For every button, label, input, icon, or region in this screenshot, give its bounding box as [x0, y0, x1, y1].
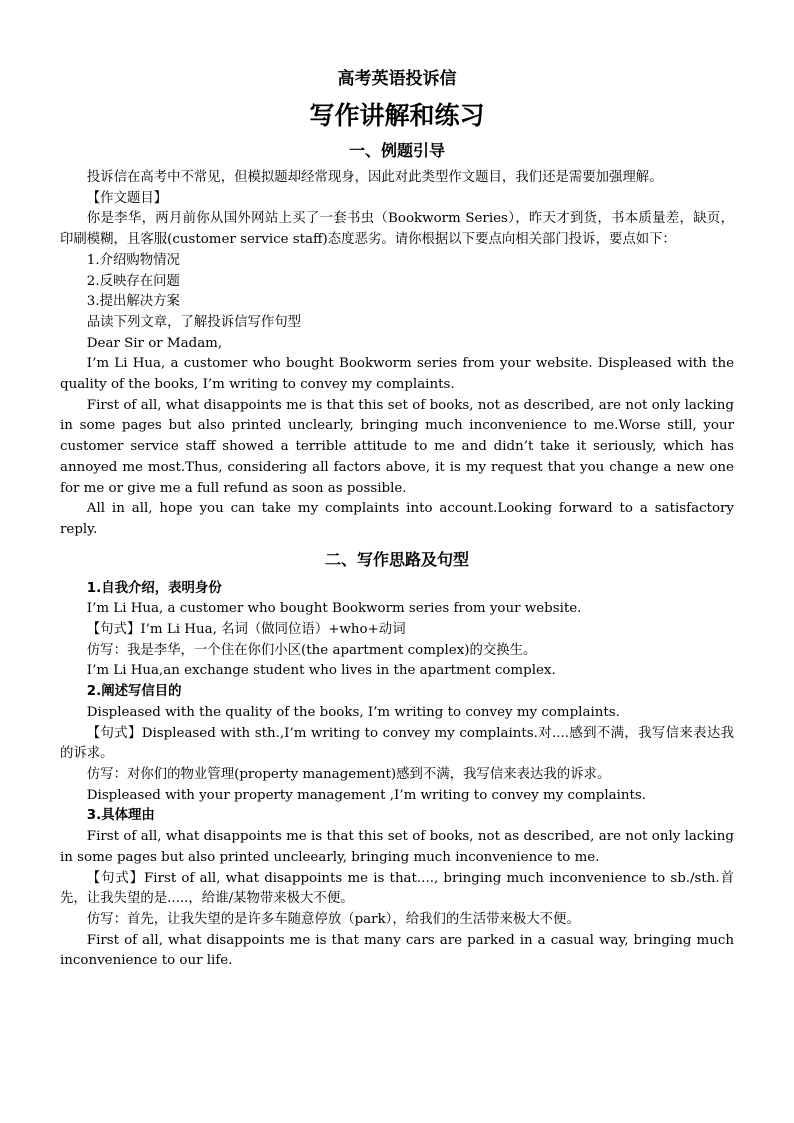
example-line: 【句式】First of all, what disappoints me is that...., bringing much inconvenience to sb./sth.首先，让我失望的是.....，给谁/某物带来极大不便。: [60, 870, 734, 907]
subsection-title: 2.阐述写信目的: [86, 684, 182, 700]
read-prompt: 品读下列文章，了解投诉信写作句型: [86, 314, 302, 330]
section-heading-2: 二、写作思路及句型: [324, 549, 469, 569]
example-line: 仿写：对你们的物业管理(property management)感到不满，我写信来表达我的诉求。: [86, 766, 611, 782]
intro-paragraph: 投诉信在高考中不常见，但模拟题却经常现身，因此对此类型作文题目，我们还是需要加强理解。: [86, 170, 663, 185]
document-subtitle: 写作讲解和练习: [309, 101, 485, 130]
example-line: 仿写：我是李华，一个住在你们小区(the apartment complex)的交换生。: [86, 642, 537, 658]
section-heading-1: 一、例题引导: [348, 141, 445, 160]
example-line: I’m Li Hua, a customer who bought Bookworm series from your website.: [86, 601, 582, 617]
subsection-title: 1.自我介绍，表明身份: [86, 580, 222, 596]
task-point: 3.提出解决方案: [86, 294, 180, 310]
letter-paragraph: First of all, what disappoints me is that this set of books, not as described, are not only lacking in some pages but also printed unclearly, bringing much inconvenience to me.Worse still, your customer service staff showed a terrible attitude to me and didn’t take it seriously, which has annoyed me most.Thus, considering all factors above, it is my request that you change a new one for me or give me a full refund as soon as possible.: [60, 397, 734, 496]
example-line: 【句式】Displeased with sth.,I’m writing to convey my complaints.对....感到不满，我写信来表达我的诉求。: [60, 725, 734, 762]
document-page: [60, 64, 734, 972]
task-point: 2.反映存在问题: [86, 273, 180, 289]
document-title: 高考英语投诉信: [337, 69, 457, 89]
task-label: 【作文题目】: [86, 190, 168, 206]
task-point: 1.介绍购物情况: [86, 252, 180, 268]
letter-greeting: Dear Sir or Madam,: [86, 335, 223, 351]
example-line: 仿写：首先，让我失望的是许多车随意停放（park），给我们的生活带来极大不便。: [86, 911, 580, 927]
example-line: First of all, what disappoints me is that this set of books, not as described, are not only lacking in some pages but also printed uncleearly, bringing much inconvenience to me.: [60, 829, 734, 865]
example-line: 【句式】I’m Li Hua, 名词（做同位语）+who+动词: [86, 622, 406, 638]
example-line: Displeased with the quality of the books, I’m writing to convey my complaints.: [86, 704, 620, 720]
letter-paragraph: I’m Li Hua, a customer who bought Bookworm series from your website. Displeased with the quality of the books, I’m writing to convey my complaints.: [60, 356, 734, 393]
example-line: Displeased with your property management ,I’m writing to convey my complaints.: [86, 787, 647, 803]
letter-paragraph: All in all, hope you can take my complaints into account.Looking forward to a satisfactory reply.: [60, 501, 734, 537]
subsection-title: 3.具体理由: [86, 808, 155, 824]
task-paragraph: 你是李华，两月前你从国外网站上买了一套书虫（Bookworm Series），昨天才到货，书本质量差，缺页，印刷模糊，且客服(customer service staff)态度恶劣。请你根据以下要点向相关部门投诉，要点如下：: [60, 211, 734, 248]
example-line: First of all, what disappoints me is that many cars are parked in a casual way, bringing much inconvenience to our life.: [60, 932, 734, 969]
example-line: I’m Li Hua,an exchange student who lives in the apartment complex.: [86, 663, 556, 679]
